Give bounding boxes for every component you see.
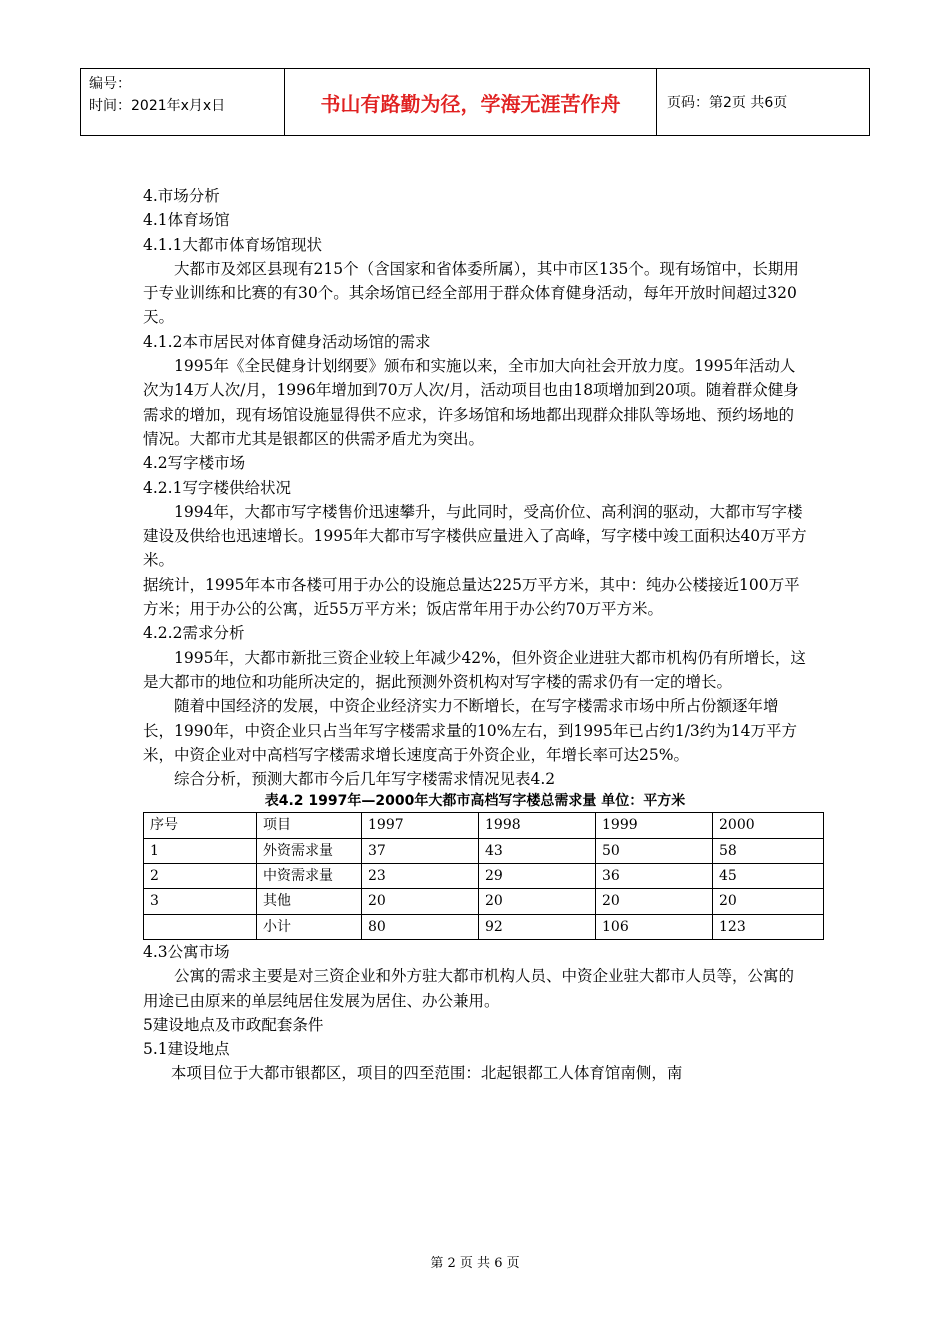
table-cell: 2 <box>144 864 257 889</box>
heading-4-2-1: 4.2.1写字楼供给状况 <box>143 478 291 497</box>
table-row <box>144 889 824 914</box>
table-cell: 106 <box>596 914 713 939</box>
heading-4-2: 4.2写字楼市场 <box>143 454 246 473</box>
table-cell: 小计 <box>257 914 362 939</box>
heading-4-1-2: 4.1.2本市居民对体育健身活动场馆的需求 <box>143 332 431 351</box>
table-cell: 20 <box>362 889 479 914</box>
table-header-cell: 1999 <box>596 813 713 838</box>
table-cell: 外资需求量 <box>257 838 362 863</box>
document-body <box>143 184 807 1086</box>
table-cell: 50 <box>596 838 713 863</box>
time-label: 时间：2021年x月x日 <box>89 98 226 114</box>
table-header-cell: 1997 <box>362 813 479 838</box>
table-row <box>144 914 824 939</box>
table-header-cell: 项目 <box>257 813 362 838</box>
table-header-cell: 序号 <box>144 813 257 838</box>
table-header-row <box>144 813 824 838</box>
table-cell: 23 <box>362 864 479 889</box>
table-cell: 20 <box>596 889 713 914</box>
paragraph-office-statistics: 据统计，1995年本市各楼可用于办公的设施总量达225万平方米，其中：纯办公楼接近100万平方米；用于办公的公寓，近55万平方米；饭店常年用于办公约70万平方米。 <box>143 575 800 619</box>
heading-4-1-1: 4.1.1大都市体育场馆现状 <box>143 235 322 254</box>
table-cell <box>144 914 257 939</box>
table-row <box>144 838 824 863</box>
table-cell: 92 <box>479 914 596 939</box>
table-cell: 其他 <box>257 889 362 914</box>
table-header-cell: 2000 <box>713 813 824 838</box>
table-caption: 表4.2 1997年—2000年大都市高档写字楼总需求量 单位：平方米 <box>264 793 686 810</box>
paragraph-fitness-demand: 1995年《全民健身计划纲要》颁布和实施以来，全市加大向社会开放力度。1995年活动人次为14万人次/月，1996年增加到70万人次/月，活动项目也由18项增加到20项。随着群众健身需求的增加，现有场馆设施显得供不应求，许多场馆和场地都出现群众排队等场地、预约场地的情况。大都市尤其是银都区的供需矛盾尤为突出。 <box>143 357 799 448</box>
table-cell: 80 <box>362 914 479 939</box>
table-cell: 3 <box>144 889 257 914</box>
table-cell: 20 <box>479 889 596 914</box>
paragraph-stadium-status: 大都市及郊区县现有215个（含国家和省体委所属），其中市区135个。现有场馆中，长期用于专业训练和比赛的有30个。其余场馆已经全部用于群众体育健身活动，每年开放时间超过320天。 <box>143 259 799 327</box>
page-header <box>80 68 870 136</box>
heading-4-1: 4.1体育场馆 <box>143 211 230 230</box>
table-header-cell: 1998 <box>479 813 596 838</box>
paragraph-foreign-demand: 1995年，大都市新批三资企业较上年减少42%，但外资企业进驻大都市机构仍有所增长，这是大都市的地位和功能所决定的，据此预测外资机构对写字楼的需求仍有一定的增长。 <box>143 648 806 691</box>
table-cell: 58 <box>713 838 824 863</box>
paragraph-summary: 综合分析，预测大都市今后几年写字楼需求情况见表4.2 <box>174 770 556 789</box>
table-cell: 中资需求量 <box>257 864 362 889</box>
heading-4-2-2: 4.2.2需求分析 <box>143 624 245 643</box>
table-cell: 123 <box>713 914 824 939</box>
table-cell: 37 <box>362 838 479 863</box>
table-cell: 29 <box>479 864 596 889</box>
table-cell: 43 <box>479 838 596 863</box>
page-footer: 第 2 页 共 6 页 <box>430 1256 520 1271</box>
table-cell: 36 <box>596 864 713 889</box>
heading-4: 4.市场分析 <box>143 187 220 205</box>
heading-5: 5建设地点及市政配套条件 <box>143 1015 324 1034</box>
paragraph-project-location: 本项目位于大都市银都区，项目的四至范围：北起银都工人体育馆南侧，南 <box>170 1064 683 1083</box>
paragraph-apartment-demand: 公寓的需求主要是对三资企业和外方驻大都市机构人员、中资企业驻大都市人员等，公寓的用途已由原来的单层纯居住发展为居住、办公兼用。 <box>143 967 795 1010</box>
header-page-info: 页码：第2页 共6页 <box>667 95 788 111</box>
table-cell: 45 <box>713 864 824 889</box>
header-meta <box>81 69 285 135</box>
heading-4-3: 4.3公寓市场 <box>143 942 230 961</box>
header-motto: 书山有路勤为径，学海无涯苦作舟 <box>285 69 657 135</box>
heading-5-1: 5.1建设地点 <box>143 1040 230 1059</box>
paragraph-domestic-demand: 随着中国经济的发展，中资企业经济实力不断增长，在写字楼需求市场中所占份额逐年增长，1990年，中资企业只占当年写字楼需求量的10%左右，到1995年已占约1/3约为14万平方米，中资企业对中高档写字楼需求增长速度高于外资企业，年增长率可达25%。 <box>143 697 798 764</box>
paragraph-office-supply: 1994年，大都市写字楼售价迅速攀升，与此同时，受高价位、高利润的驱动，大都市写字楼建设及供给也迅速增长。1995年大都市写字楼供应量进入了高峰，写字楼中竣工面积达40万平方米。 <box>143 502 807 570</box>
demand-table <box>143 812 824 939</box>
number-label: 编号： <box>89 76 131 92</box>
table-row <box>144 864 824 889</box>
table-cell: 20 <box>713 889 824 914</box>
table-cell: 1 <box>144 838 257 863</box>
